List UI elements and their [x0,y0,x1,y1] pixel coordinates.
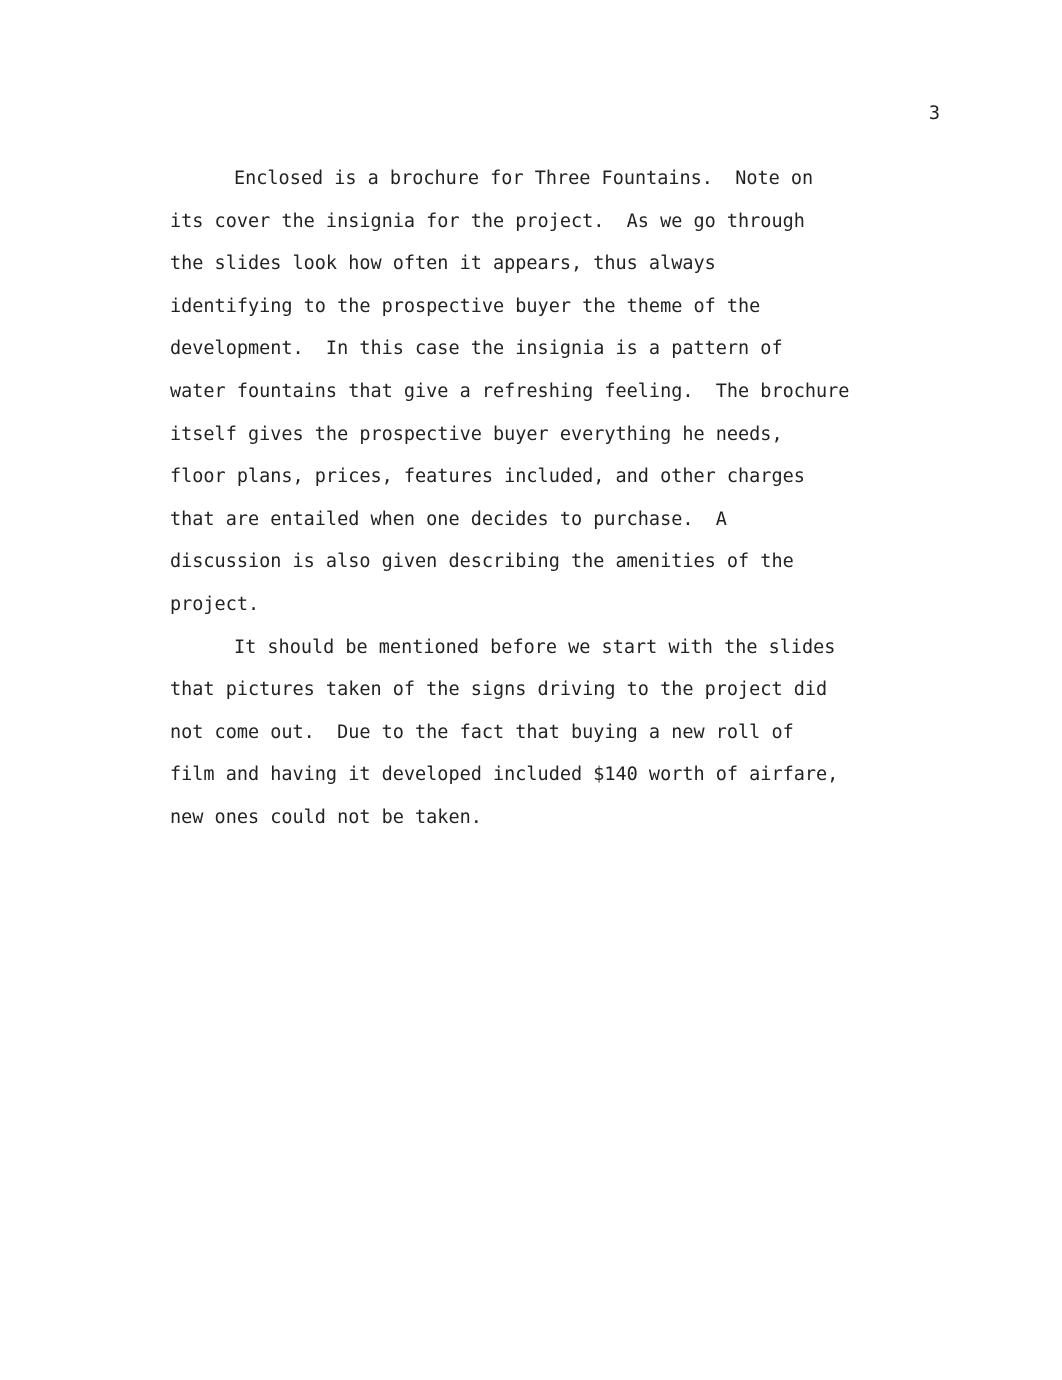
text-line: project. [170,593,260,615]
page-number: 3 [928,103,940,124]
paragraph-2 [170,627,990,840]
text-line: film and having it developed included $140 worth of airfare, [170,764,839,786]
text-line: identifying to the prospective buyer the theme of the [170,295,761,317]
paragraph-1 [170,158,990,627]
text-line: Enclosed is a brochure for Three Fountains. Note on [234,168,814,189]
text-line: It should be mentioned before we start with the slides [234,636,836,658]
text-line: floor plans, prices, features included, and other charges [170,466,805,488]
text-line: new ones could not be taken. [170,806,482,828]
text-line: that pictures taken of the signs driving to the project did [170,679,828,701]
text-line: water fountains that give a refreshing feeling. The brochure [170,380,850,402]
text-line: the slides look how often it appears, thus always [170,253,716,275]
text-line: not come out. Due to the fact that buying a new roll of [170,721,794,743]
text-line: development. In this case the insignia is a pattern of [170,338,783,360]
text-line: itself gives the prospective buyer everything he needs, [170,423,783,445]
text-line: its cover the insignia for the project. As we go through [170,210,805,232]
text-line: that are entailed when one decides to purchase. A [170,508,727,530]
text-line: discussion is also given describing the amenities of the [170,551,794,573]
body-text [170,158,990,840]
